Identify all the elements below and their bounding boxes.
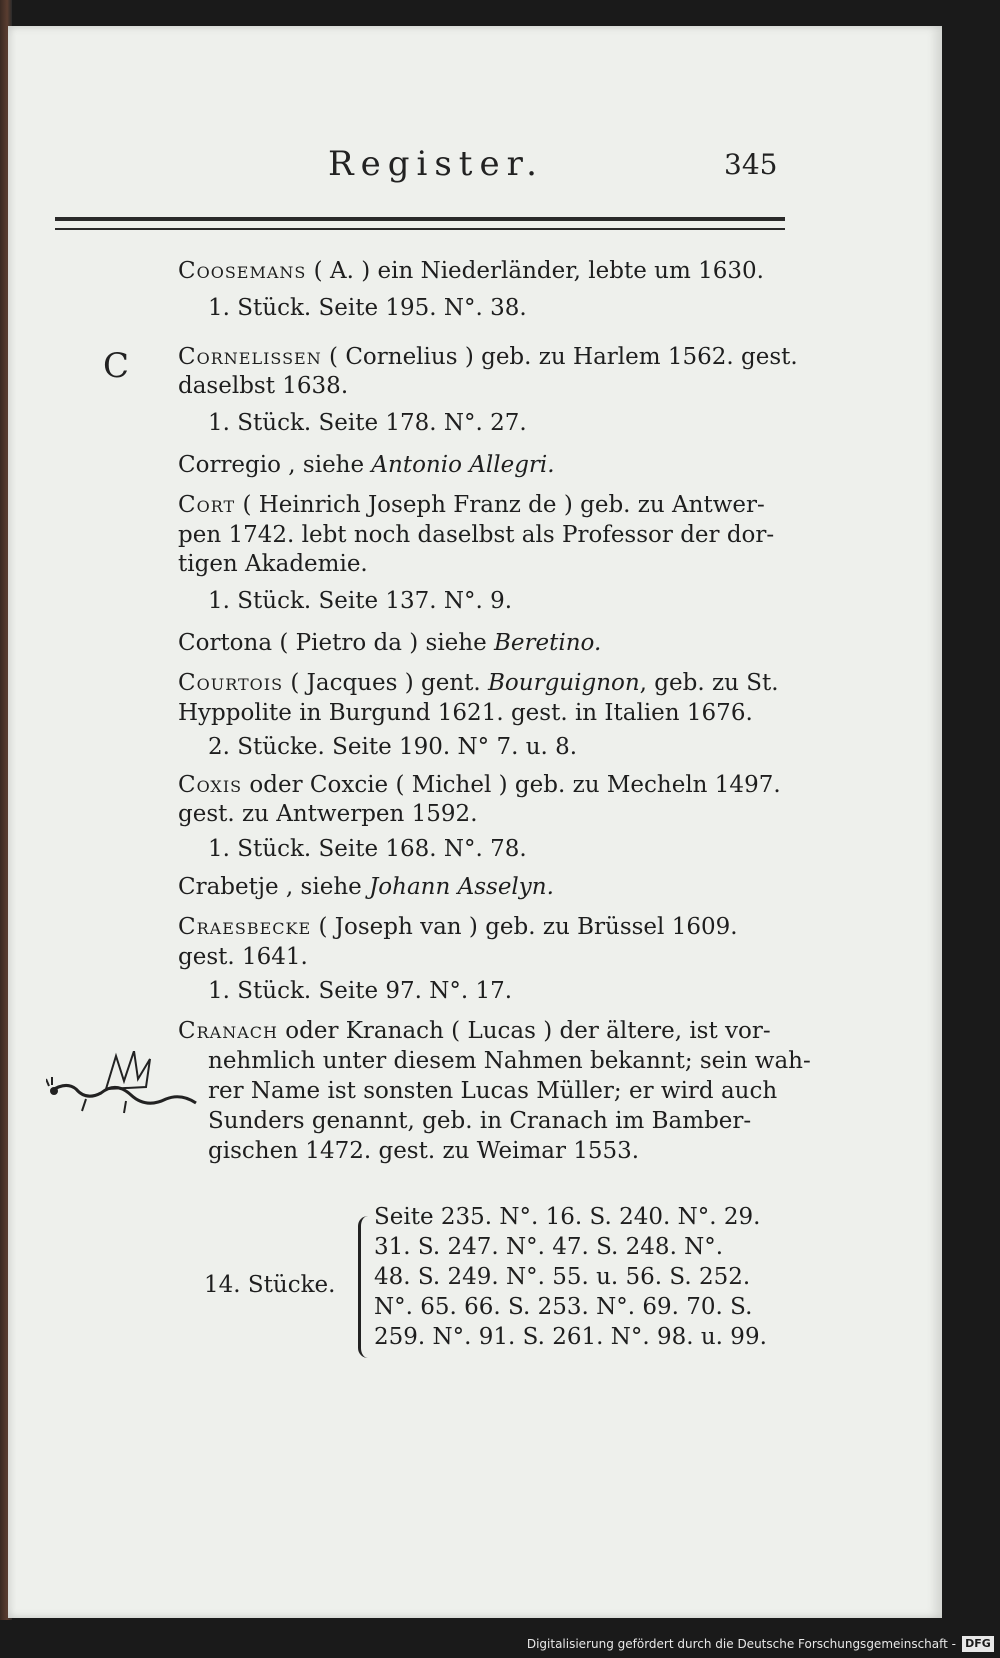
page-number: 345 bbox=[724, 148, 778, 181]
entry-line: Sunders genannt, geb. in Cranach im Bamber- bbox=[208, 1108, 752, 1134]
entry-reference: 2. Stücke. Seite 190. N° 7. u. 8. bbox=[208, 734, 578, 760]
cranach-stuecke-label: 14. Stücke. bbox=[204, 1272, 336, 1298]
curly-brace bbox=[358, 1216, 375, 1358]
reference-line: 48. S. 249. N°. 55. u. 56. S. 252. bbox=[374, 1264, 751, 1290]
footer-credit-text: Digitalisierung gefördert durch die Deutsche Forschungsgemeinschaft - bbox=[526, 1637, 956, 1651]
entry-line: Corregio , siehe Antonio Allegri. bbox=[178, 452, 555, 478]
entry-line: Cortona ( Pietro da ) siehe Beretino. bbox=[178, 630, 602, 656]
page-title: Register. bbox=[328, 144, 544, 184]
entry-line: Cranach oder Kranach ( Lucas ) der ältere, ist vor- bbox=[178, 1018, 771, 1044]
entry-reference: 1. Stück. Seite 168. N°. 78. bbox=[208, 836, 527, 862]
reference-line: 31. S. 247. N°. 47. S. 248. N°. bbox=[374, 1234, 724, 1260]
entry-line: gischen 1472. gest. zu Weimar 1553. bbox=[208, 1138, 640, 1164]
reference-line: 259. N°. 91. S. 261. N°. 98. u. 99. bbox=[374, 1324, 767, 1350]
dragon-ornament-icon bbox=[46, 1051, 206, 1131]
entry-line: daselbst 1638. bbox=[178, 373, 349, 399]
entry-line: Courtois ( Jacques ) gent. Bourguignon, geb. zu St. bbox=[178, 670, 779, 696]
entry-line: Coxis oder Coxcie ( Michel ) geb. zu Mecheln 1497. bbox=[178, 772, 781, 798]
entry-line: rer Name ist sonsten Lucas Müller; er wird auch bbox=[208, 1078, 778, 1104]
header-rule-thick bbox=[55, 217, 785, 221]
entry-reference: 1. Stück. Seite 178. N°. 27. bbox=[208, 410, 527, 436]
entry-line: gest. zu Antwerpen 1592. bbox=[178, 801, 478, 827]
entry-line: Coosemans ( A. ) ein Niederländer, lebte um 1630. bbox=[178, 258, 764, 284]
entry-line: Craesbecke ( Joseph van ) geb. zu Brüssel 1609. bbox=[178, 914, 738, 940]
reference-line: N°. 65. 66. S. 253. N°. 69. 70. S. bbox=[374, 1294, 753, 1320]
entry-reference: 1. Stück. Seite 97. N°. 17. bbox=[208, 978, 513, 1004]
entry-reference: 1. Stück. Seite 195. N°. 38. bbox=[208, 295, 527, 321]
entry-line: Cornelissen ( Cornelius ) geb. zu Harlem 1562. gest. bbox=[178, 344, 798, 370]
dfg-logo: DFG bbox=[962, 1636, 994, 1652]
entry-line: tigen Akademie. bbox=[178, 551, 368, 577]
entry-line: gest. 1641. bbox=[178, 944, 308, 970]
page-header bbox=[8, 144, 942, 184]
entry-line: Cort ( Heinrich Joseph Franz de ) geb. zu Antwer- bbox=[178, 492, 765, 518]
margin-letter-mark: C bbox=[103, 346, 130, 386]
reference-line: Seite 235. N°. 16. S. 240. N°. 29. bbox=[374, 1204, 761, 1230]
entry-line: Hyppolite in Burgund 1621. gest. in Italien 1676. bbox=[178, 700, 753, 726]
entry-line: nehmlich unter diesem Nahmen bekannt; sein wah- bbox=[208, 1048, 811, 1074]
entry-reference: 1. Stück. Seite 137. N°. 9. bbox=[208, 588, 513, 614]
entry-line: pen 1742. lebt noch daselbst als Professor der dor- bbox=[178, 522, 775, 548]
header-rule-thin bbox=[55, 228, 785, 230]
entry-line: Crabetje , siehe Johann Asselyn. bbox=[178, 874, 554, 900]
book-page bbox=[8, 26, 942, 1618]
digitization-footer bbox=[0, 1632, 1000, 1658]
